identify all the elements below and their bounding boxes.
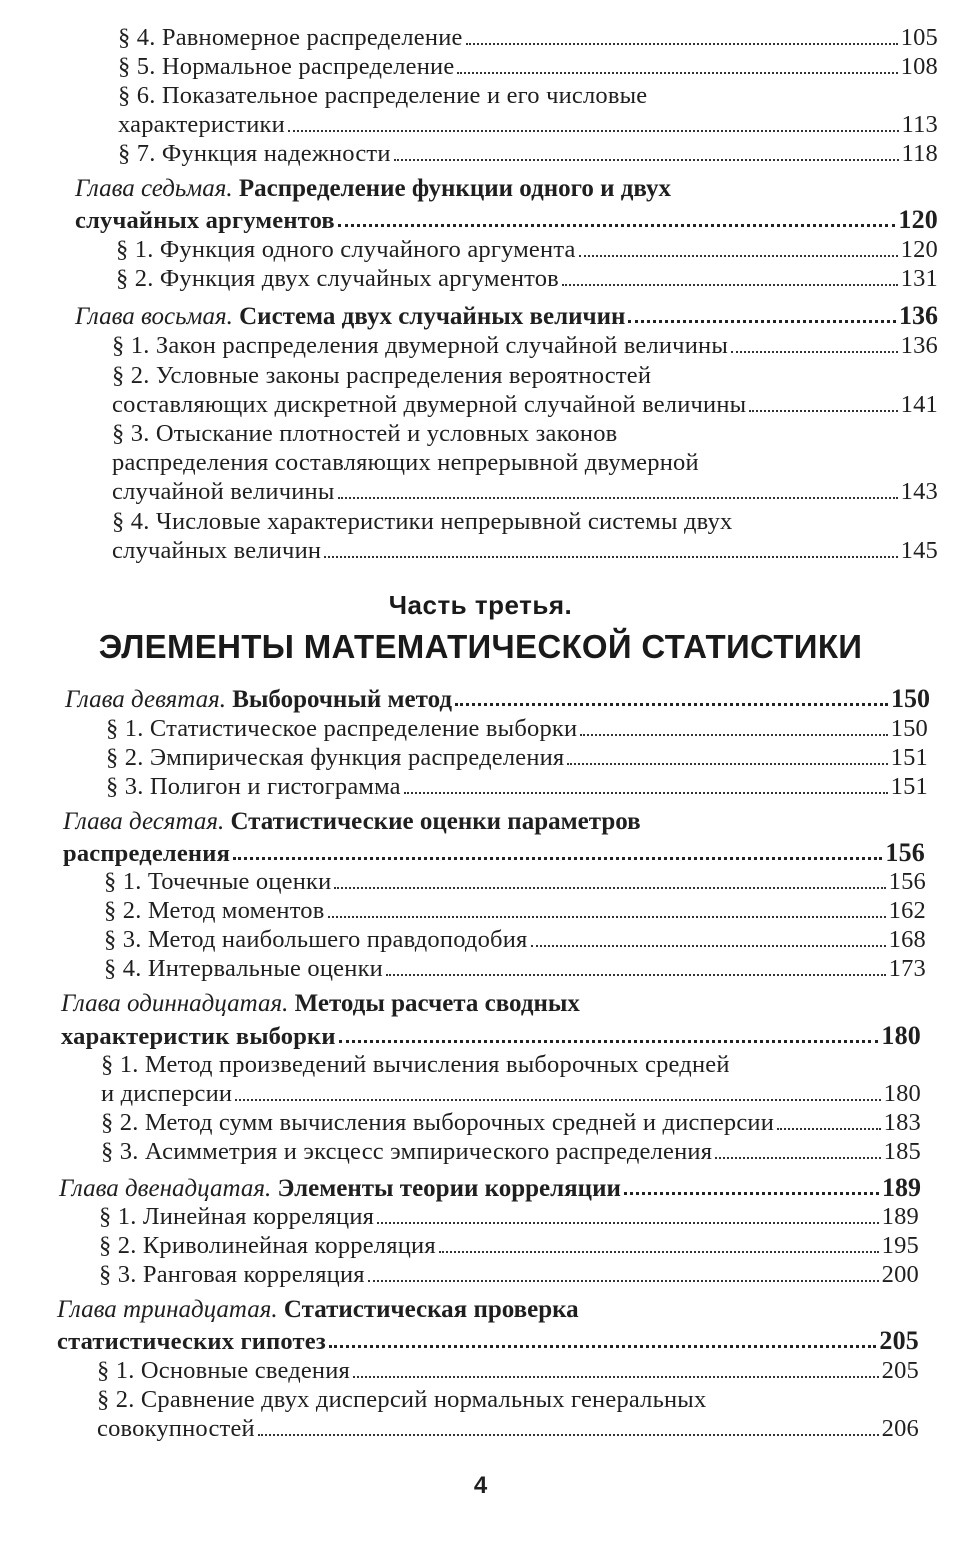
toc-entry	[104, 955, 926, 983]
toc-entry-page: 156	[888, 868, 926, 895]
toc-entry-label: § 4. Числовые характеристики непрерывной системы двух	[112, 508, 733, 535]
dot-leader	[334, 887, 885, 889]
dot-leader	[749, 410, 897, 412]
dot-leader	[324, 556, 897, 558]
dot-leader	[339, 1040, 879, 1043]
toc-entry	[118, 24, 938, 52]
toc-entry-label: § 5. Нормальное распределение	[118, 53, 455, 80]
toc-entry-label: § 1. Закон распределения двумерной случайной величины	[112, 332, 728, 359]
toc-entry-label: § 3. Метод наибольшего правдоподобия	[104, 926, 528, 953]
toc-entry-line	[101, 1051, 921, 1079]
chapter-heading-cont	[75, 205, 938, 235]
toc-entry-label: § 1. Линейная корреляция	[99, 1203, 375, 1230]
chapter-label: Глава одиннадцатая.	[61, 990, 289, 1017]
toc-entry-label: совокупностей	[97, 1415, 255, 1442]
toc-entry-page: 173	[888, 955, 926, 982]
toc-entry-label: составляющих дискретной двумерной случайной величины	[112, 391, 747, 418]
dot-leader	[777, 1128, 881, 1130]
chapter-heading-cont	[61, 1021, 921, 1051]
toc-entry-label: и дисперсии	[101, 1080, 233, 1107]
toc-entry-label: § 4. Равномерное распределение	[118, 24, 463, 51]
dot-leader	[624, 1192, 879, 1195]
toc-entry-label: § 1. Основные сведения	[97, 1357, 351, 1384]
dot-leader	[288, 130, 899, 132]
dot-leader	[715, 1157, 880, 1159]
toc-entry	[97, 1357, 919, 1385]
toc-entry-line	[112, 362, 938, 390]
toc-entry-label: § 3. Ранговая корреляция	[99, 1261, 365, 1288]
toc-entry	[104, 926, 926, 954]
toc-entry-page: 151	[890, 773, 928, 800]
dot-leader	[353, 1376, 879, 1378]
toc-entry-label: § 2. Эмпирическая функция распределения	[106, 744, 565, 771]
toc-entry	[99, 1203, 919, 1231]
dot-leader	[394, 159, 899, 161]
toc-entry-label: § 1. Точечные оценки	[104, 868, 332, 895]
toc-entry	[118, 53, 938, 81]
toc-entry-page: 205	[881, 1357, 919, 1384]
dot-leader	[579, 255, 898, 257]
dot-leader	[457, 72, 897, 74]
toc-entry-line	[112, 449, 938, 477]
toc-entry-label: § 2. Метод моментов	[104, 897, 325, 924]
toc-entry	[101, 1109, 921, 1137]
toc-entry-page: 180	[883, 1080, 921, 1107]
toc-entry-page: 136	[900, 332, 938, 359]
toc-entry-page: 105	[900, 24, 938, 51]
toc-entry-label: § 7. Функция надежности	[118, 140, 391, 167]
toc-entry-label: § 1. Статистическое распределение выборки	[106, 715, 578, 742]
chapter-page: 180	[881, 1021, 921, 1050]
toc-entry	[106, 744, 928, 772]
chapter-page: 189	[882, 1173, 921, 1202]
dot-leader	[628, 320, 896, 323]
chapter-title: статистических гипотез	[57, 1328, 326, 1355]
toc-entry-page: 195	[881, 1232, 919, 1259]
dot-leader	[235, 1099, 880, 1101]
toc-entry-label: § 2. Функция двух случайных аргументов	[116, 265, 559, 292]
toc-entry-page: 168	[888, 926, 926, 953]
toc-entry-label: случайных величин	[112, 537, 322, 564]
chapter-heading	[57, 1296, 919, 1324]
dot-leader	[338, 224, 896, 227]
dot-leader	[233, 857, 882, 860]
toc-entry-label: § 2. Условные законы распределения вероятностей	[112, 362, 652, 389]
toc-entry-page: 200	[881, 1261, 919, 1288]
toc-entry-label: § 3. Полигон и гистограмма	[106, 773, 401, 800]
toc-entry-label: § 1. Метод произведений вычисления выборочных средней	[101, 1051, 730, 1078]
toc-entry-label: § 2. Криволинейная корреляция	[99, 1232, 436, 1259]
toc-entry-page: 150	[890, 715, 928, 742]
chapter-label: Глава десятая.	[63, 808, 225, 835]
dot-leader	[404, 792, 888, 794]
chapter-title: Распределение функции одного и двух	[238, 175, 672, 202]
dot-leader	[386, 974, 886, 976]
toc-entry-page: 151	[890, 744, 928, 771]
chapter-heading	[61, 990, 923, 1018]
toc-entry-line	[112, 508, 938, 536]
toc-entry-page: 113	[901, 111, 938, 138]
chapter-heading	[65, 684, 930, 714]
chapter-heading	[75, 301, 938, 331]
chapter-page: 136	[899, 301, 938, 330]
chapter-heading	[63, 808, 928, 836]
toc-entry	[101, 1080, 921, 1108]
chapter-heading	[75, 175, 935, 203]
toc-entry	[99, 1261, 919, 1289]
dot-leader	[328, 916, 886, 918]
toc-entry	[116, 265, 938, 293]
toc-entry-line	[118, 82, 938, 110]
dot-leader	[258, 1434, 879, 1436]
page-number: 4	[473, 1472, 488, 1499]
part-number: Часть третья.	[388, 590, 573, 620]
toc-entry-label: случайной величины	[112, 478, 335, 505]
toc-entry-line	[112, 420, 938, 448]
dot-leader	[368, 1280, 879, 1282]
toc-entry	[104, 897, 926, 925]
toc-entry-page: 120	[900, 236, 938, 263]
chapter-label: Глава восьмая.	[75, 303, 233, 330]
toc-entry-label: § 3. Асимметрия и эксцесс эмпирического распределения	[101, 1138, 713, 1165]
chapter-heading-cont	[57, 1326, 919, 1356]
toc-entry-label: § 2. Метод сумм вычисления выборочных средней и дисперсии	[101, 1109, 775, 1136]
toc-entry-label: § 2. Сравнение двух дисперсий нормальных генеральных	[97, 1386, 707, 1413]
chapter-page: 150	[891, 684, 930, 713]
toc-entry-line	[97, 1386, 919, 1414]
dot-leader	[329, 1345, 876, 1348]
dot-leader	[562, 284, 898, 286]
dot-leader	[567, 763, 887, 765]
toc-entry	[118, 111, 938, 139]
toc-entry-page: 131	[900, 265, 938, 292]
chapter-label: Глава тринадцатая.	[57, 1296, 278, 1323]
chapter-title: Методы расчета сводных	[294, 990, 580, 1017]
toc-entry-page: 141	[900, 391, 938, 418]
chapter-label: Глава седьмая.	[75, 175, 233, 202]
toc-entry-label: § 6. Показательное распределение и его числовые	[118, 82, 648, 109]
toc-entry	[101, 1138, 921, 1166]
chapter-title: распределения	[63, 840, 231, 867]
dot-leader	[455, 703, 888, 706]
toc-entry-label: § 1. Функция одного случайного аргумента	[116, 236, 576, 263]
toc-entry	[116, 236, 938, 264]
toc-entry-page: 183	[883, 1109, 921, 1136]
chapter-title: Система двух случайных величин	[239, 303, 626, 330]
toc-entry	[112, 391, 938, 419]
toc-entry-label: § 4. Интервальные оценки	[104, 955, 383, 982]
dot-leader	[531, 945, 886, 947]
toc-entry	[106, 715, 928, 743]
toc-entry-page: 143	[900, 478, 938, 505]
toc-entry-page: 189	[881, 1203, 919, 1230]
chapter-title: Статистические оценки параметров	[230, 808, 641, 835]
toc-entry	[112, 332, 938, 360]
chapter-title: характеристик выборки	[61, 1023, 336, 1050]
toc-entry	[104, 868, 926, 896]
dot-leader	[439, 1251, 879, 1253]
chapter-page: 205	[879, 1326, 919, 1355]
toc-entry-label: распределения составляющих непрерывной двумерной	[112, 449, 699, 476]
toc-entry	[106, 773, 928, 801]
chapter-title: Статистическая проверка	[283, 1296, 579, 1323]
toc-entry-label: характеристики	[118, 111, 285, 138]
chapter-heading-cont	[63, 838, 925, 868]
toc-entry	[118, 140, 938, 168]
chapter-page: 156	[885, 838, 925, 867]
toc-entry-page: 162	[888, 897, 926, 924]
chapter-title: Элементы теории корреляции	[277, 1175, 621, 1202]
chapter-page: 120	[898, 205, 938, 234]
dot-leader	[377, 1222, 878, 1224]
part-title: ЭЛЕМЕНТЫ МАТЕМАТИЧЕСКОЙ СТАТИСТИКИ	[98, 628, 863, 665]
chapter-title: Выборочный метод	[232, 686, 453, 713]
toc-entry	[112, 478, 938, 506]
dot-leader	[466, 43, 898, 45]
chapter-label: Глава девятая.	[65, 686, 226, 713]
chapter-heading	[59, 1173, 921, 1203]
chapter-label: Глава двенадцатая.	[59, 1175, 272, 1202]
dot-leader	[580, 734, 887, 736]
toc-entry-page: 118	[901, 140, 938, 167]
dot-leader	[338, 497, 898, 499]
chapter-title: случайных аргументов	[75, 207, 335, 234]
toc-entry-page: 185	[883, 1138, 921, 1165]
toc-entry-label: § 3. Отыскание плотностей и условных законов	[112, 420, 618, 447]
toc-entry-page: 206	[881, 1415, 919, 1442]
toc-entry-page: 108	[900, 53, 938, 80]
toc-entry	[99, 1232, 919, 1260]
toc-entry-page: 145	[900, 537, 938, 564]
toc-entry	[112, 537, 938, 565]
toc-entry	[97, 1415, 919, 1443]
dot-leader	[731, 351, 898, 353]
